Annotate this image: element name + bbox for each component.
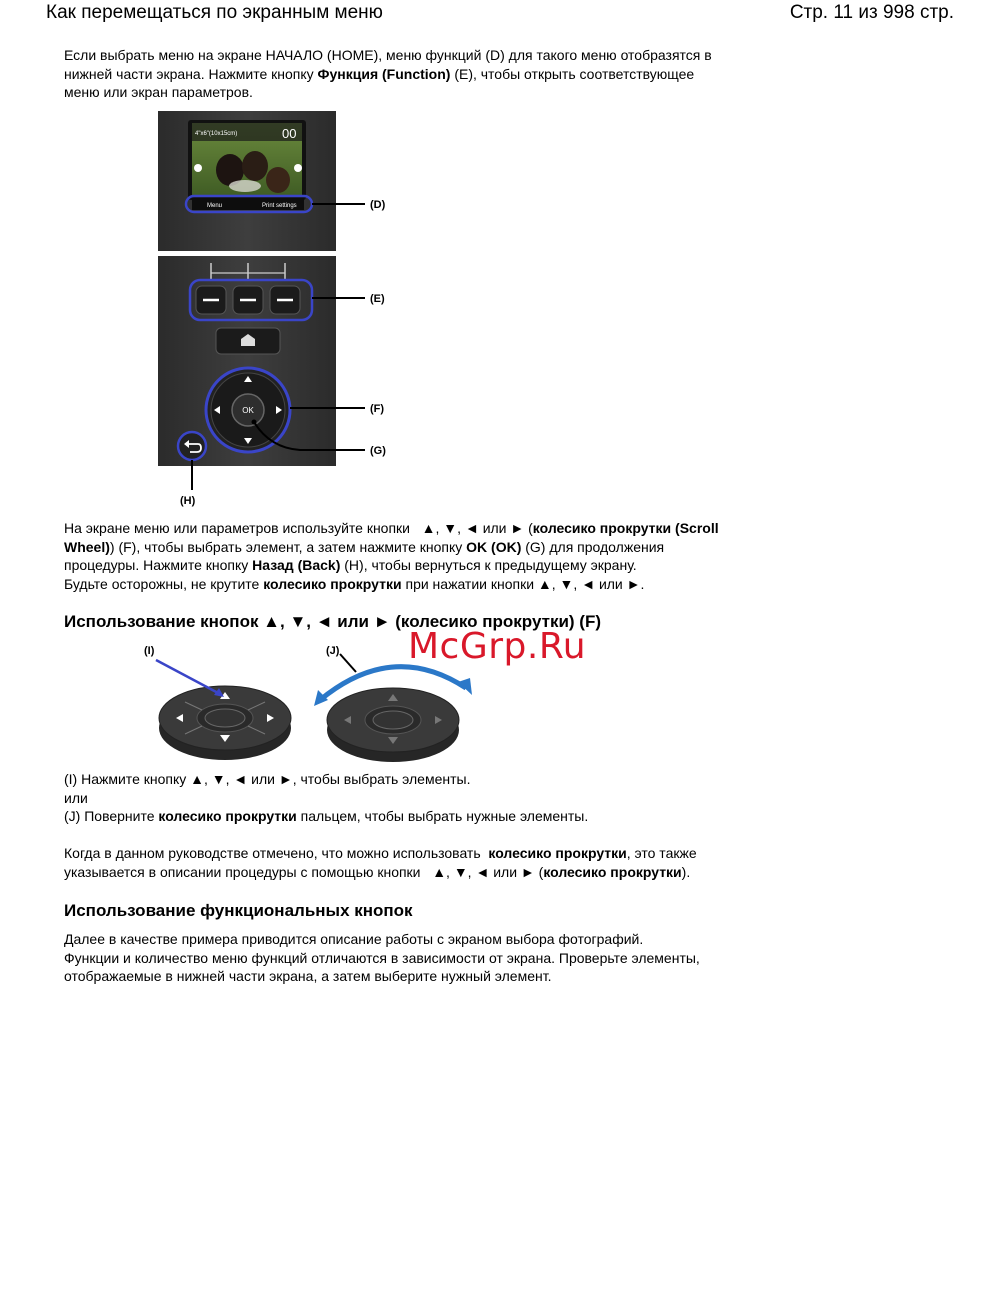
section-heading-function: Использование функциональных кнопок [64,901,413,920]
wheel-rotate [314,645,472,762]
scroll-wheel-paragraph: На экране меню или параметров используйте кнопки ▲, ▼, ◄ или ► (колесико прокрутки (Scroll Wheel)) (F), чтобы выбрать элемент, а затем нажмите кнопку OK (OK) (G) для продолжения процедуры. Нажмите кнопку Назад (Back) (H), чтобы вернуться к предыдущему экрану. Будьте осторожны, не крутите колесико прокрутки при нажатии кнопки ▲, ▼, ◄ или ►. [64,520,719,592]
manual-note-paragraph: Когда в данном руководстве отмечено, что можно использовать колесико прокрутки, это также указывается в описании процедуры с помощью кнопки ▲, ▼, ◄ или ► (колесико прокрутки). [64,845,697,880]
ok-label: OK [242,406,254,415]
label-i: (I) [144,645,155,657]
label-j: (J) [326,645,340,657]
function-buttons-paragraph: Далее в качестве примера приводится описание работы с экраном выбора фотографий. Функции и количество меню функций отличаются в зависимости от экрана. Проверьте элементы, отображаемые в нижней части экрана, а затем выберите нужный элемент. [64,931,700,984]
right-arrow-icon [294,164,302,172]
intro-line-3: меню или экран параметров. [64,84,253,100]
device-illustration [150,108,410,508]
screen-size-text: 4"x6"(10x15cm) [195,131,238,137]
label-e: (E) [370,293,385,305]
page-title: Как перемещаться по экранным меню [46,2,383,23]
wheel-press [144,645,291,760]
screen-print-label: Print settings [262,203,297,209]
screen-menu-label: Menu [207,203,223,209]
left-arrow-icon [194,164,202,172]
section-heading-wheel: Использование кнопок ▲, ▼, ◄ или ► (колесико прокрутки) (F) [64,612,602,631]
watermark: McGrp.Ru [408,626,587,667]
intro-line-2: нижней части экрана. Нажмите кнопку Функция (Function) (E), чтобы открыть соответствующее [64,65,695,82]
label-d: (D) [370,199,386,211]
wheel-illustrations [140,640,480,765]
screen-copies-text: 00 [282,126,297,141]
label-g: (G) [370,445,386,457]
label-f: (F) [370,403,385,415]
dog-3 [266,167,290,193]
intro-line-1: Если выбрать меню на экране НАЧАЛО (HOME), меню функций (D) для такого меню отобразятся в [64,47,712,63]
press-rotate-paragraph: (I) Нажмите кнопку ▲, ▼, ◄ или ►, чтобы выбрать элементы. или (J) Поверните колесико прокрутки пальцем, чтобы выбрать нужные элементы. [64,771,589,824]
dog-2 [242,151,268,181]
page-counter: Стр. 11 из 998 стр. [789,2,954,23]
intro-paragraph [64,46,712,102]
back-button [178,432,206,460]
label-h: (H) [180,495,196,507]
